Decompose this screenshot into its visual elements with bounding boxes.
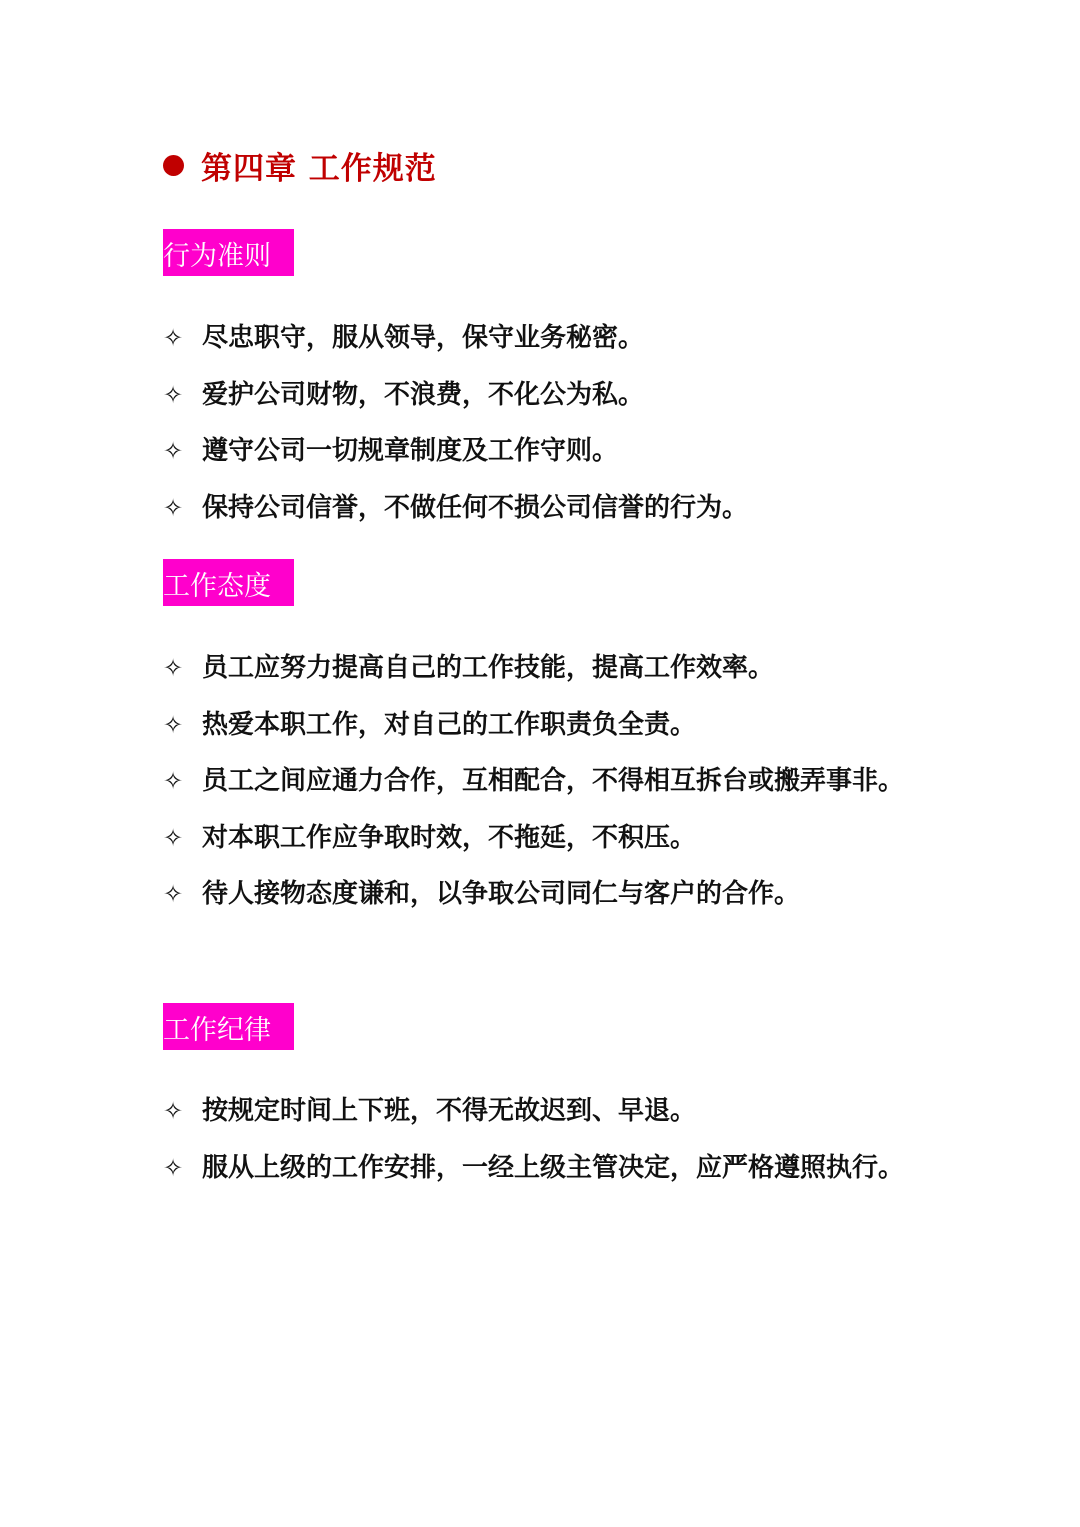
list-item: ✧ 尽忠职守，服从领导，保守业务秘密。 [163, 310, 923, 367]
diamond-star-icon: ✧ [163, 710, 184, 739]
section-heading-attitude: 工作态度 [163, 559, 294, 606]
list-item: ✧ 员工之间应通力合作，互相配合，不得相互拆台或搬弄事非。 [163, 753, 923, 810]
diamond-star-icon: ✧ [163, 380, 184, 409]
diamond-star-icon: ✧ [163, 654, 184, 682]
diamond-star-icon: ✧ [163, 880, 184, 909]
chapter-header [163, 140, 437, 190]
chapter-title: 第四章 工作规范 [201, 150, 437, 187]
diamond-star-icon: ✧ [163, 1153, 184, 1182]
diamond-star-icon: ✧ [163, 324, 184, 352]
list-item: ✧ 遵守公司一切规章制度及工作守则。 [163, 423, 923, 480]
list-item: ✧ 按规定时间上下班，不得无故迟到、早退。 [163, 1083, 923, 1140]
section-list-conduct [163, 310, 923, 536]
section-list-attitude [163, 640, 923, 923]
list-item: ✧ 服从上级的工作安排，一经上级主管决定，应严格遵照执行。 [163, 1140, 923, 1197]
list-item: ✧ 爱护公司财物，不浪费，不化公为私。 [163, 367, 923, 424]
diamond-star-icon: ✧ [163, 1097, 184, 1125]
diamond-star-icon: ✧ [163, 493, 184, 522]
list-item: ✧ 对本职工作应争取时效，不拖延，不积压。 [163, 810, 923, 867]
list-item: ✧ 热爱本职工作，对自己的工作职责负全责。 [163, 697, 923, 754]
section-list-discipline [163, 1083, 923, 1196]
list-item: ✧ 保持公司信誉，不做任何不损公司信誉的行为。 [163, 480, 923, 537]
bullet-dot-icon [163, 155, 184, 176]
diamond-star-icon: ✧ [163, 437, 184, 466]
section-heading-conduct: 行为准则 [163, 229, 294, 276]
list-item: ✧ 员工应努力提高自己的工作技能，提高工作效率。 [163, 640, 923, 697]
section-heading-discipline: 工作纪律 [163, 1003, 294, 1050]
diamond-star-icon: ✧ [163, 767, 184, 796]
diamond-star-icon: ✧ [163, 823, 184, 852]
list-item: ✧ 待人接物态度谦和，以争取公司同仁与客户的合作。 [163, 866, 923, 923]
